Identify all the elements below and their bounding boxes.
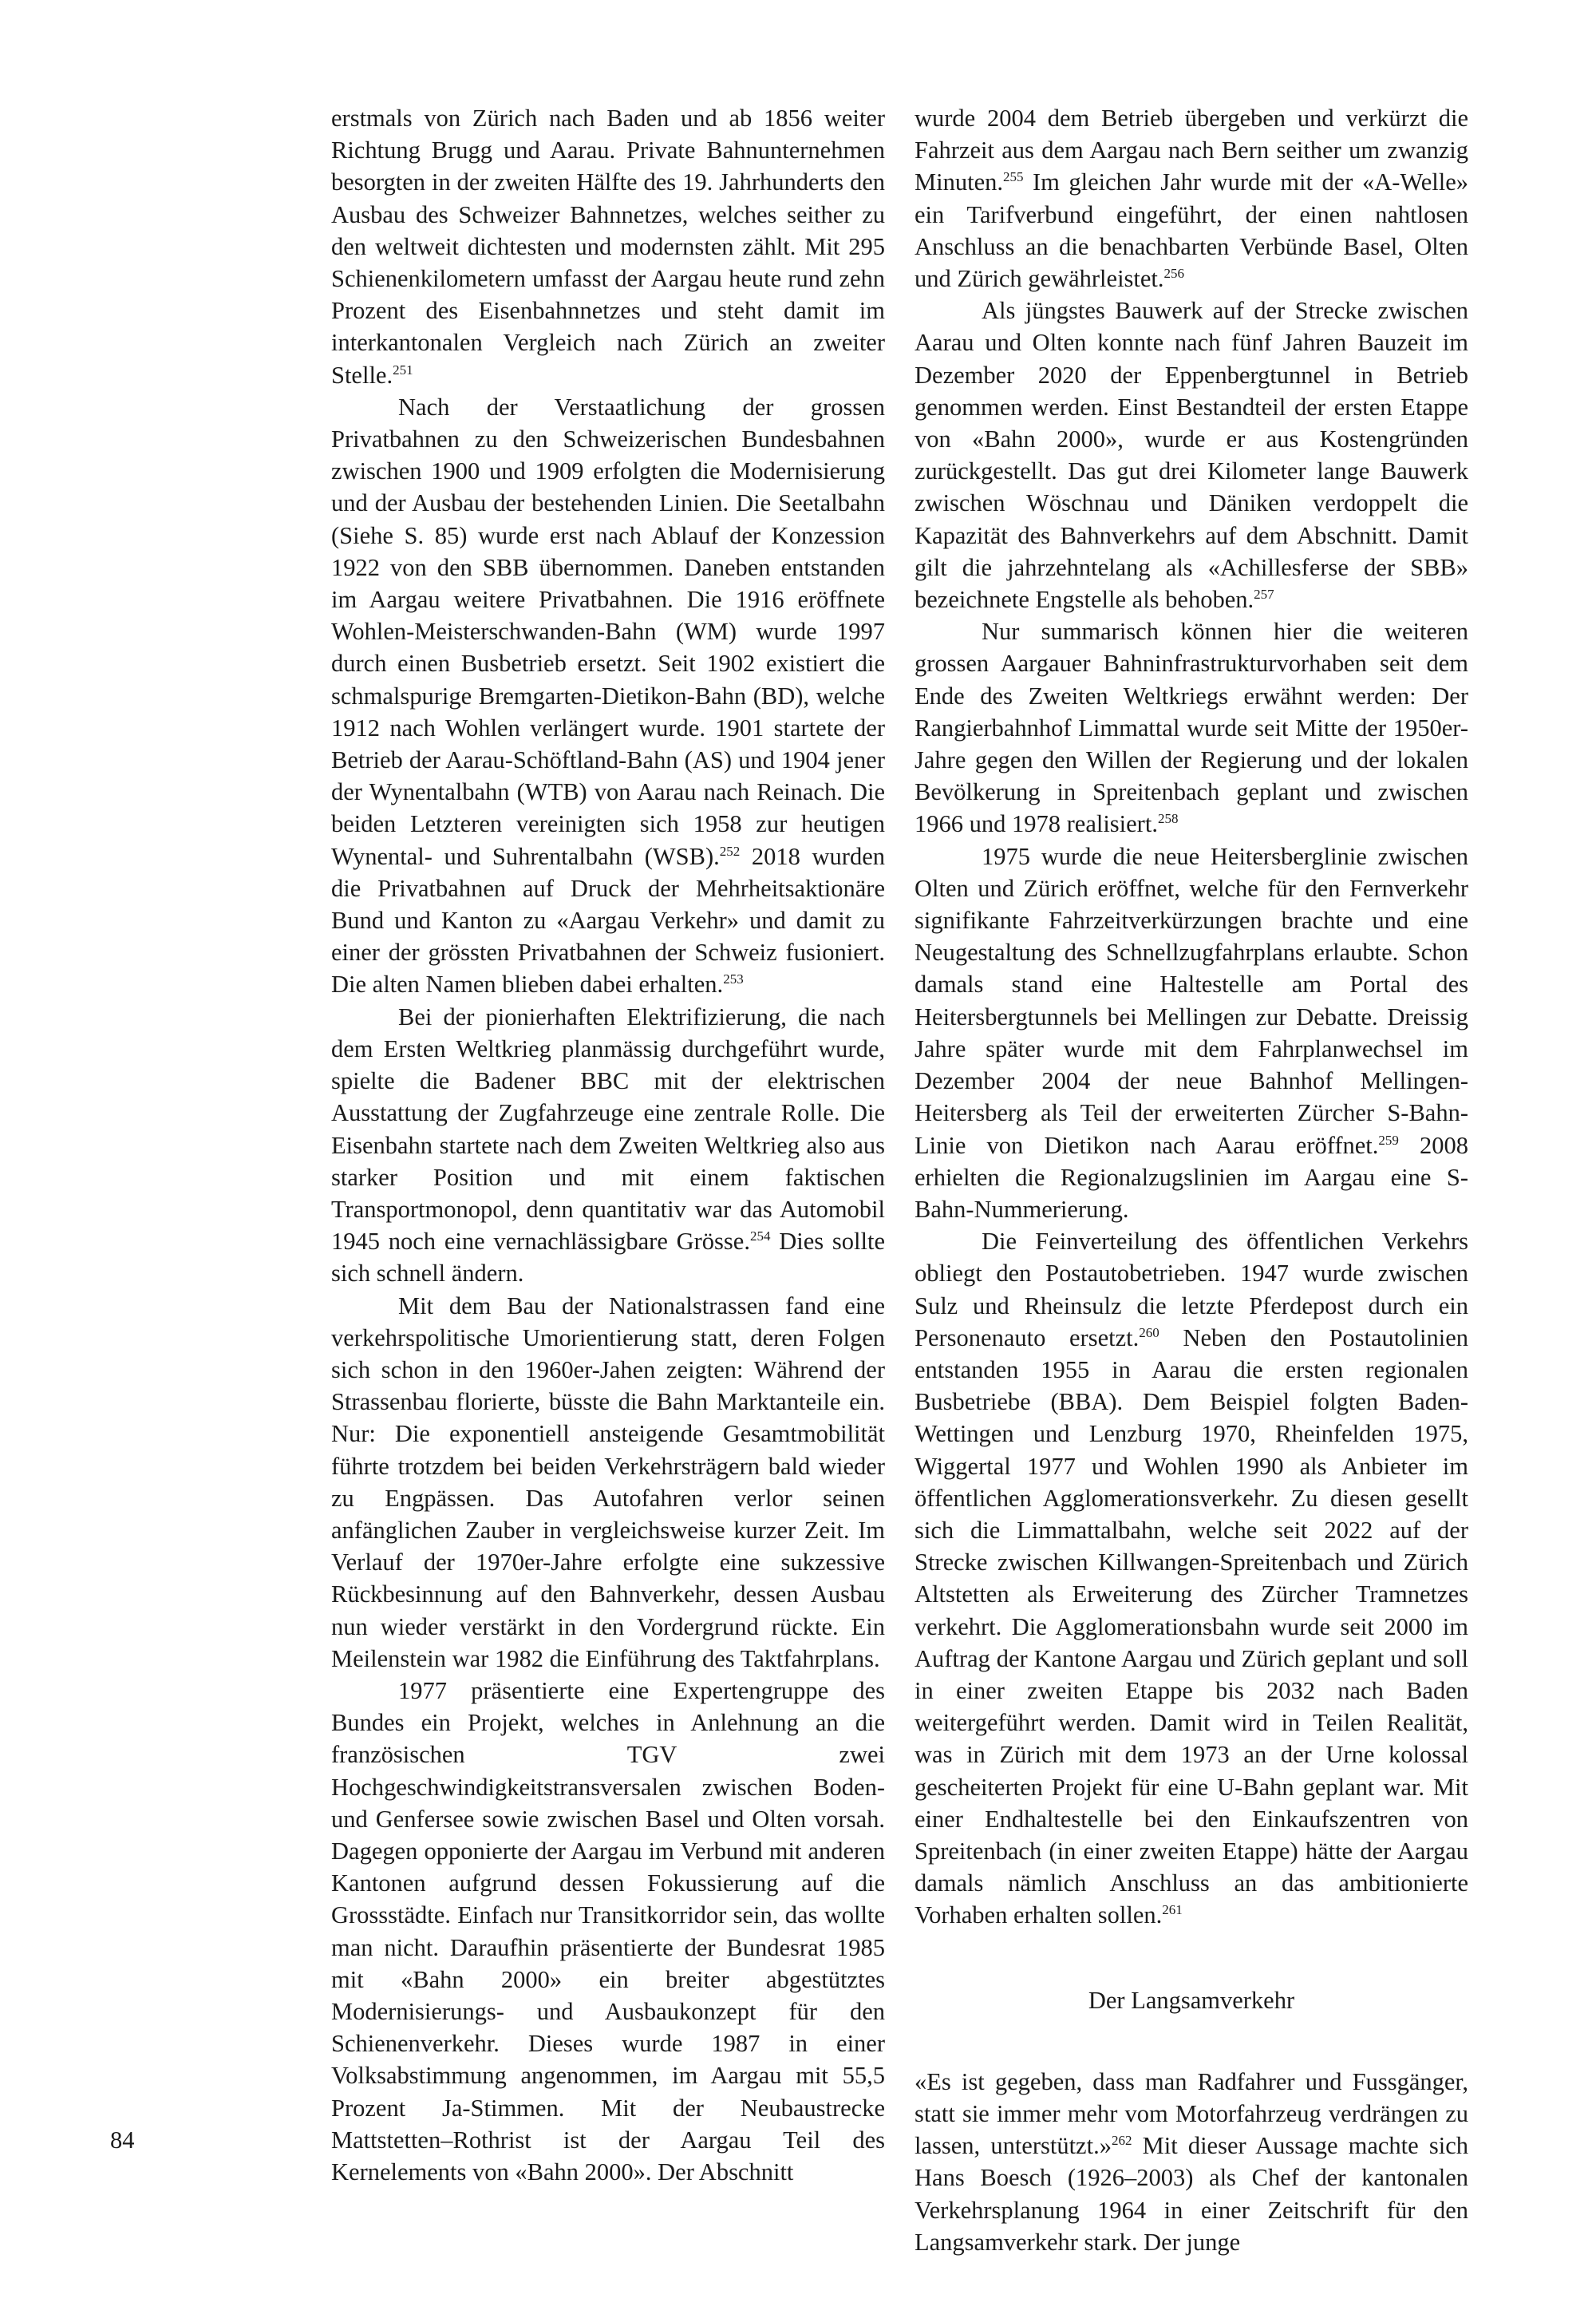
paragraph-text: 2018 wurden die Privatbahnen auf Druck der Mehrheitsaktionäre Bund und Kanton zu «Aargau Verkehr» und damit zu einer der grössten Privatbahnen der Schweiz fusioniert. Die alten Namen blieben dabei erhalten. <box>331 842 885 999</box>
paragraph-text: Mit dieser Aussage machte sich Hans Boesch (1926–2003) als Chef der kantonalen Verkehrsplanung 1964 in einer Zeitschrift für den Langsamverkehr stark. Der junge <box>915 2132 1468 2256</box>
body-paragraph <box>331 1290 885 1675</box>
footnote-marker: 251 <box>393 362 413 378</box>
footnote-marker: 262 <box>1111 2133 1132 2149</box>
footnote-marker: 260 <box>1139 1324 1159 1340</box>
body-paragraph <box>915 615 1468 840</box>
paragraph-text: «Es ist gegeben, dass man Radfahrer und Fussgänger, statt sie immer mehr vom Motorfahrzeug verdrängen zu lassen, unterstützt.» <box>915 2067 1468 2160</box>
paragraph-text: Die Feinverteilung des öffentlichen Verkehrs obliegt den Postautobetrieben. 1947 wurde zwischen Sulz und Rheinsulz die letzte Pferdepost durch ein Personenauto ersetzt. <box>915 1228 1468 1351</box>
paragraph-text: Bei der pionierhaften Elektrifizierung, die nach dem Ersten Weltkrieg planmässig durchgeführt wurde, spielte die Badener BBC mit der elektrischen Ausstattung der Zugfahrzeuge eine zentrale Rolle. Die Eisenbahn startete nach dem Zweiten Weltkrieg also aus starker Position und mit einem faktischen Transportmonopol, denn quantitativ war das Automobil 1945 noch eine vernachlässigbare Grösse. <box>331 1003 885 1256</box>
paragraph-text: Nach der Verstaatlichung der grossen Privatbahnen zu den Schweizerischen Bundesbahnen zwischen 1900 und 1909 erfolgten die Modernisierung und der Ausbau der bestehenden Linien. Die Seetalbahn (Siehe S. 85) wurde erst nach Ablauf der Konzession 1922 von den SBB übernommen. Daneben entstanden im Aargau weitere Privatbahnen. Die 1916 eröffnete Wohlen-Meisterschwanden-Bahn (WM) wurde 1997 durch einen Busbetrieb ersetzt. Seit 1902 existiert die schmalspurige Bremgarten-Dietikon-Bahn (BD), welche 1912 nach Wohlen verlängert wurde. 1901 startete der Betrieb der Aarau-Schöftland-Bahn (AS) und 1904 jener der Wynentalbahn (WTB) von Aarau nach Reinach. Die beiden Letzteren vereinigten sich 1958 zur heutigen Wynental- und Suhrentalbahn (WSB). <box>331 393 885 870</box>
paragraph-text: Nur summarisch können hier die weiteren grossen Aargauer Bahninfrastrukturvorhaben seit dem Ende des Zweiten Weltkriegs erwähnt werden: Der Rangierbahnhof Limmattal wurde seit Mitte der 1950er-Jahre gegen den Willen der Regierung und der lokalen Bevölkerung in Spreitenbach geplant und zwischen 1966 und 1978 realisiert. <box>915 618 1468 838</box>
body-paragraph <box>915 841 1468 1225</box>
footnote-marker: 257 <box>1254 587 1274 602</box>
paragraph-text: 1975 wurde die neue Heitersberglinie zwischen Olten und Zürich eröffnet, welche für den Fernverkehr signifikante Fahrzeitverkürzungen brachte und eine Neugestaltung des Schnellzugfahrplans erlaubte. Schon damals stand eine Haltestelle am Portal des Heitersbergtunnels bei Mellingen zur Debatte. Dreissig Jahre später wurde mit dem Fahrplanwechsel im Dezember 2004 der neue Bahnhof Mellingen-Heitersberg als Teil der erweiterten Zürcher S-Bahn-Linie von Dietikon nach Aarau eröffnet. <box>915 842 1468 1159</box>
paragraph-text: 1977 präsentierte eine Expertengruppe des Bundes ein Projekt, welches in Anlehnung an die französischen TGV zwei Hochgeschwindigkeitstransversalen zwischen Boden- und Genfersee sowie zwischen Basel und Olten vorsah. Dagegen opponierte der Aargau im Verbund mit anderen Kantonen aufgrund dessen Fokussierung auf die Grossstädte. Einfach nur Transitkorridor sein, das wollte man nicht. Daraufhin präsentierte der Bundesrat 1985 mit «Bahn 2000» ein breiter abgestütztes Modernisierungs- und Ausbaukonzept für den Schienenverkehr. Dieses wurde 1987 in einer Volksabstimmung angenommen, im Aargau mit 55,5 Prozent Ja-Stimmen. Mit der Neubaustrecke Mattstetten–Rothrist ist der Aargau Teil des Kernelements von «Bahn 2000». Der Abschnitt <box>331 1676 885 2186</box>
section-heading: Der Langsamverkehr <box>1088 1986 1295 2014</box>
paragraph-text: Dies sollte sich schnell ändern. <box>331 1228 885 1288</box>
page-number: 84 <box>110 2126 135 2154</box>
paragraph-text: wurde 2004 dem Betrieb übergeben und verkürzt die Fahrzeit aus dem Aargau nach Bern seither um zwanzig Minuten. <box>915 105 1468 196</box>
paragraph-text: Neben den Postautolinien entstanden 1955 in Aarau die ersten regionalen Busbetriebe (BBA). Dem Beispiel folgten Baden-Wettingen und Lenzburg 1970, Rheinfelden 1975, Wiggertal 1977 und Wohlen 1990 als Anbieter im öffentlichen Agglomerationsverkehr. Zu diesen gesellt sich die Limmattalbahn, welche seit 2022 auf der Strecke zwischen Killwangen-Spreitenbach und Zürich Altstetten als Erweiterung des Zürcher Tramnetzes verkehrt. Die Agglomerationsbahn wurde seit 2000 im Auftrag der Kantone Aargau und Zürich geplant und soll in einer zweiten Etappe bis 2032 nach Baden weitergeführt werden. Damit wird in Teilen Realität, was in Zürich mit dem 1973 an der Urne kolossal gescheiterten Projekt für eine U-Bahn geplant war. Mit einer Endhaltestelle bei den Einkaufszentren von Spreitenbach (in einer zweiten Etappe) hätte der Aargau damals nämlich Anschluss an das ambitionierte Vorhaben erhalten sollen. <box>915 1323 1468 1929</box>
right-text-column <box>915 102 1468 2258</box>
body-paragraph <box>331 391 885 1001</box>
paragraph-text: Mit dem Bau der Nationalstrassen fand eine verkehrspolitische Umorientierung statt, deren Folgen sich schon in den 1960er-Jahen zeigten: Während der Strassenbau florierte, büsste die Bahn Marktanteile ein. Nur: Die exponentiell ansteigende Gesamtmobilität führte trotzdem bei beiden Verkehrsträgern bald wieder zu Engpässen. Das Autofahren verlor seinen anfänglichen Zauber in vergleichsweise kurzer Zeit. Im Verlauf der 1970er-Jahre erfolgte eine sukzessive Rückbesinnung auf den Bahnverkehr, dessen Ausbau nun wieder verstärkt in den Vordergrund rückte. Ein Meilenstein war 1982 die Einführung des Taktfahrplans. <box>331 1292 885 1672</box>
body-paragraph <box>915 1225 1468 1931</box>
paragraph-text: Im gleichen Jahr wurde mit der «A-Welle» ein Tarifverbund eingeführt, der einen nahtlosen Anschluss an die benachbarten Verbünde Basel, Olten und Zürich gewährleistet. <box>915 168 1468 293</box>
footnote-marker: 252 <box>719 843 741 859</box>
body-paragraph <box>915 102 1468 295</box>
body-paragraph <box>331 1675 885 2188</box>
body-paragraph <box>331 102 885 391</box>
left-text-column <box>331 102 885 2188</box>
paragraph-text: Als jüngstes Bauwerk auf der Strecke zwischen Aarau und Olten konnte nach fünf Jahren Bauzeit im Dezember 2020 der Eppenbergtunnel in Betrieb genommen werden. Einst Bestandteil der ersten Etappe von «Bahn 2000», wurde er aus Kostengründen zurückgestellt. Das gut drei Kilometer lange Bauwerk zwischen Wöschnau und Däniken verdoppelt die Kapazität des Bahnverkehrs auf dem Abschnitt. Damit gilt die jahrzehntelang als «Achillesferse der SBB» bezeichnete Engstelle als behoben. <box>915 297 1468 614</box>
footnote-marker: 261 <box>1162 1902 1183 1918</box>
footnote-marker: 259 <box>1378 1132 1399 1148</box>
footnote-marker: 256 <box>1163 265 1185 281</box>
body-paragraph <box>915 2066 1468 2258</box>
paragraph-text: 2008 erhielten die Regionalzugslinien im Aargau eine S-Bahn-Nummerierung. <box>915 1131 1468 1223</box>
paragraph-text: erstmals von Zürich nach Baden und ab 1856 weiter Richtung Brugg und Aarau. Private Bahnunternehmen besorgten in der zweiten Hälfte des 19. Jahrhunderts den Ausbau des Schweizer Bahnnetzes, welches seither zu den weltweit dichtesten und modernsten zählt. Mit 295 Schienenkilometern umfasst der Aargau heute rund zehn Prozent des Eisenbahnnetzes und steht damit im interkantonalen Vergleich nach Zürich an zweiter Stelle. <box>331 105 885 389</box>
footnote-marker: 253 <box>723 971 744 987</box>
footnote-marker: 254 <box>749 1228 771 1244</box>
body-paragraph <box>915 295 1468 615</box>
footnote-marker: 258 <box>1157 811 1179 827</box>
footnote-marker: 255 <box>1002 169 1024 185</box>
body-paragraph <box>331 1001 885 1290</box>
